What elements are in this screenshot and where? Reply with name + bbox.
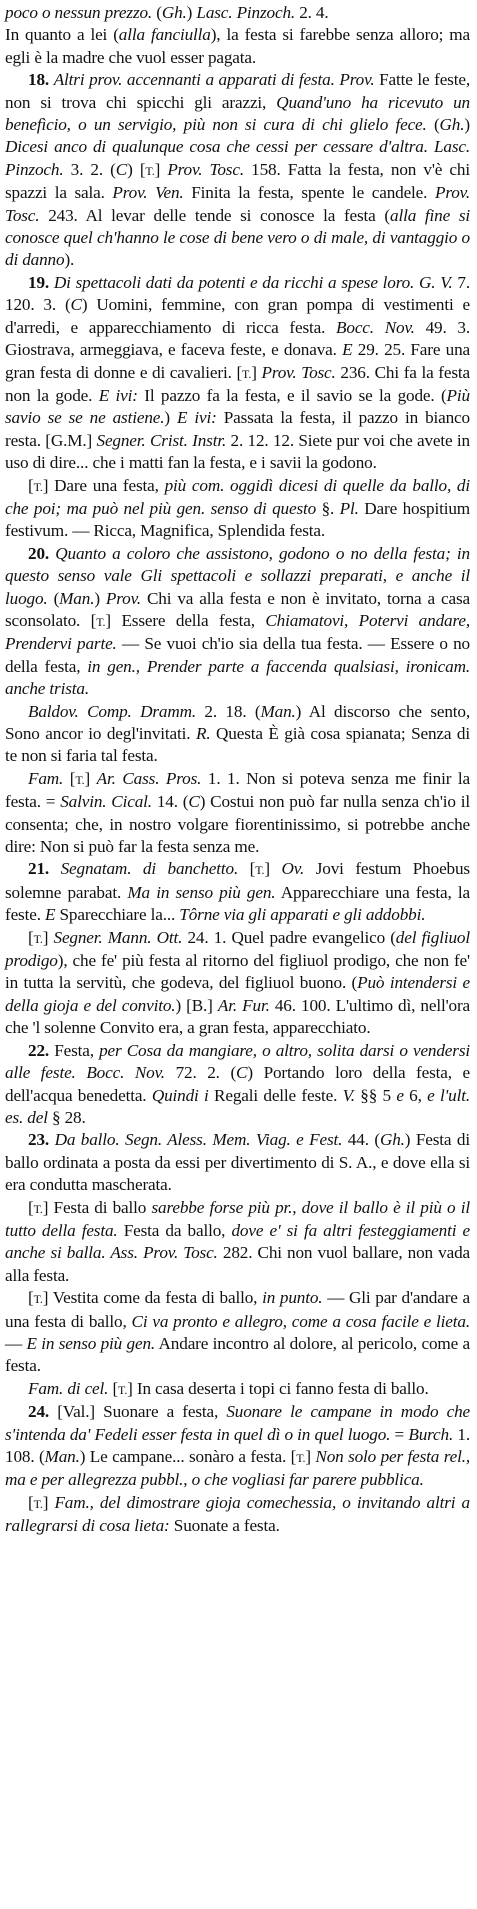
paragraph-segner: [T.] Segner. Mann. Ott. 24. 1. Quel padre evangelico (del figliuol prodigo), che fe' più festa al ritorno del figliuol prodigo, che non fe' in tutta la servitù, che godeva, del figliuol buono. (Può intendersi e della gioja e del convito.) [B.] Ar. Fur. 46. 100. L'ultimo dì, nell'ora che 'l solenne Convito era, a gran festa, apparecchiato. xyxy=(5,927,471,1038)
entry-23: 23. Da ballo. Segn. Aless. Mem. Viag. e Fest. 44. (Gh.) Festa di ballo ordinata a posta da essi per divertimento di S. A., e dove ella si era condutta mascherata. xyxy=(5,1130,470,1195)
paragraph-baldov: Baldov. Comp. Dramm. 2. 18. (Man.) Al discorso che sento, Sono ancor io degl'invitati. R. Questa È già cosa spianata; Senza di te non si faria tal festa. xyxy=(5,701,471,766)
text-line: In quanto a lei (alla fanciulla), la festa si farebbe senza alloro; ma egli è la madre che vuol esser pagata. xyxy=(5,25,470,67)
text-line: poco o nessun prezzo. (Gh.) Lasc. Pinzoch. 2. 4. xyxy=(5,3,329,22)
paragraph-fam-di-cel: Fam. di cel. [T.] In casa deserta i topi ci fanno festa di ballo. xyxy=(28,1378,429,1398)
entry-20: 20. Quanto a coloro che assistono, godono o no della festa; in questo senso vale Gli spettacoli e sollazzi preparati, e anche il luogo. (Man.) Prov. Chi va alla festa e non è invitato, torna a casa sconsolato. [T.] Essere della festa, Chiamatovi, Potervi andare, Prendervi parte. — Se vuoi ch'io sia della tua festa. — Essere o no della festa, in gen., Prender parte a faccenda qualsiasi, ironicam. anche trista. xyxy=(5,543,470,699)
entry-18: 18. Altri prov. accennanti a apparati di festa. Prov. Fatte le feste, non si trova chi spicchi gli arazzi, Quand'uno ha ricevuto un benefìcio, o un servigio, più non si cura di chi glielo fece. (Gh.) Dicesi anco di qualunque cosa che cessi per cessare d'altra. Lasc. Pinzoch. 3. 2. (C) [T.] Prov. Tosc. 158. Fatta la festa, non v'è chi spazzi la sala. Prov. Ven. Finita la festa, spente le candele. Prov. Tosc. 243. Al levar delle tende si conosce la festa (alla fine si conosce quel ch'hanno le cose di bene vero o di male, di vantaggio o di danno). xyxy=(5,70,471,270)
entry-21: 21. Segnatam. di banchetto. [T.] Ov. Jovi festum Phoebus solemne parabat. Ma in senso più gen. Apparecchiare una festa, la feste. E Sparecchiare la... Tôrne via gli apparati e gli addobbi. xyxy=(5,859,470,925)
entry-24: 24. [Val.] Suonare a festa, Suonare le campane in modo che s'intenda da' Fedeli esser festa in quel dì o in quel luogo. = Burch. 1. 108. (Man.) Le campane... sonàro a festa. [T.] Non solo per festa rel., ma e per allegrezza pubbl., o che vogliasi far parere pubblica. xyxy=(5,1402,470,1490)
paragraph-vestita: [T.] Vestita come da festa di ballo, in punto. — Gli par d'andare a una festa di ballo, Ci va pronto e allegro, come a cosa facile e lieta. — E in senso più gen. Andare incontro al dolore, al pericolo, come a festa. xyxy=(5,1288,471,1376)
paragraph-fam: Fam. [T.] Ar. Cass. Pros. 1. 1. Non si poteva senza me finir la festa. = Salvin. Cical. 14. (C) Costui non può far nulla senza ch'io il consenta; che, in nostro volgare fiorentinissimo, si potrebbe anche dire: Non si può far la festa senza me. xyxy=(5,768,470,857)
paragraph-suonate-a-festa: [T.] Fam., del dimostrare gioja comechessia, o invitando altri a rallegrarsi di cosa lieta: Suonate a festa. xyxy=(5,1492,470,1536)
paragraph-dare-una-festa: [T.] Dare una festa, più com. oggidì dicesi di quelle da ballo, di che poi; ma può nel più gen. senso di questo §. Pl. Dare hospitium festivum. — Ricca, Magnifica, Splendida festa. xyxy=(5,475,470,541)
entry-19: 19. Di spettacoli dati da potenti e da ricchi a spese loro. G. V. 7. 120. 3. (C) Uomini, femmine, con gran pompa di vestimenti e d'arredi, e apparecchiamento di ricca festa. Bocc. Nov. 49. 3. Giostrava, armeggiava, e faceva feste, e donava. E 29. 25. Fare una gran festa di donne e di cavalieri. [T.] Prov. Tosc. 236. Chi fa la festa non la gode. E ivi: Il pazzo fa la festa, e il savio se la gode. (Più savio se se ne astiene.) E ivi: Passata la festa, il pazzo in bianco resta. [G.M.] Segner. Crist. Instr. 2. 12. 12. Siete pur voi che avete in uso di dire... che i matti fan la festa, e i savii la godono. xyxy=(5,272,471,473)
paragraph-festa-di-ballo: [T.] Festa di ballo sarebbe forse più pr., dove il ballo è il più o il tutto della festa. Festa da ballo, dove e' si fa altri festeggiamenti e anche si balla. Ass. Prov. Tosc. 282. Chi non vuol ballare, non vada alla festa. xyxy=(5,1197,470,1285)
entry-22: 22. Festa, per Cosa da mangiare, o altro, solita darsi o vendersi alle feste. Bocc. Nov. 72. 2. (C) Portando loro della festa, e dell'acqua benedetta. Quindi i Regali delle feste. V. §§ 5 e 6, e l'ult. es. del § 28. xyxy=(5,1040,471,1127)
